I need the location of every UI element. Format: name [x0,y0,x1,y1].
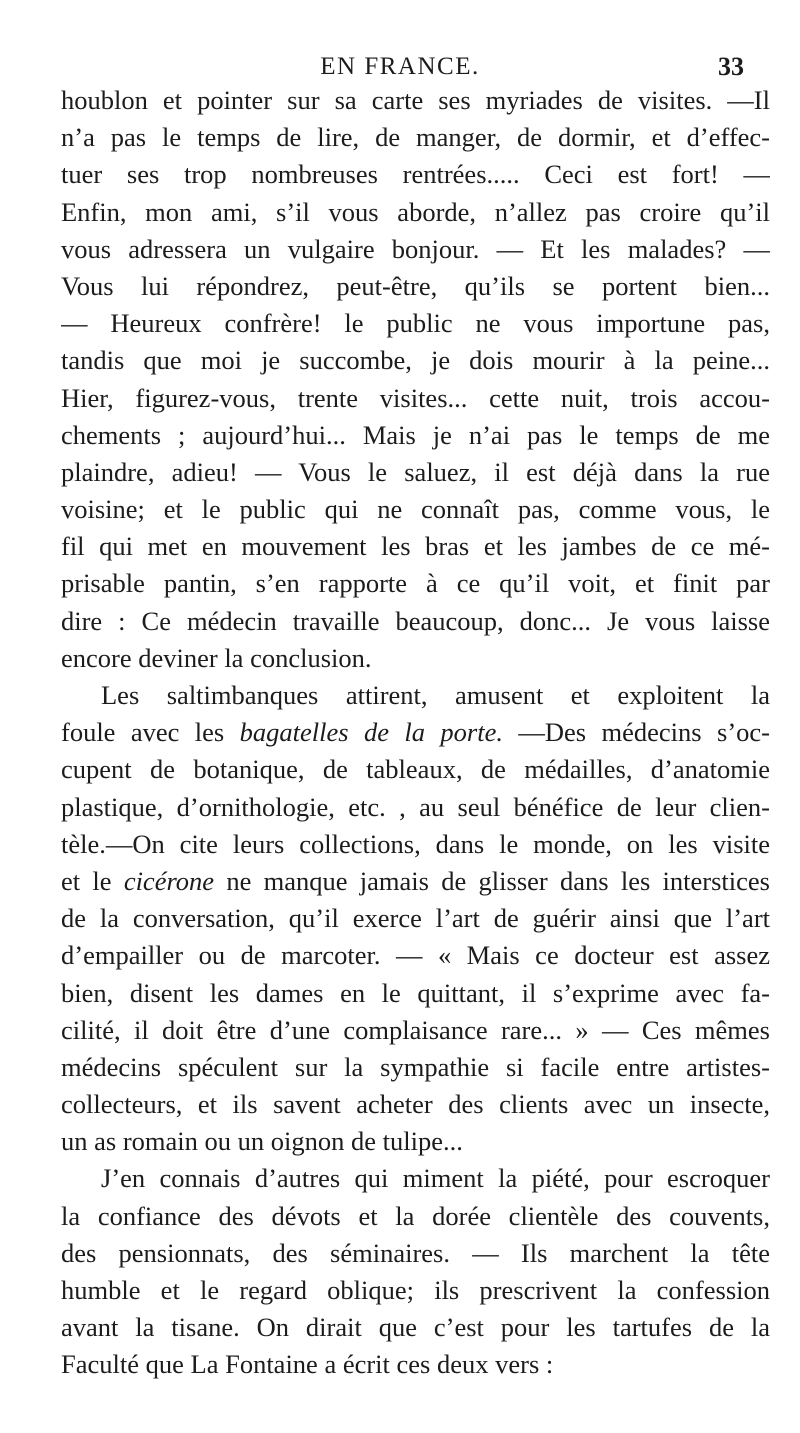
text-line: médecins spéculent sur la sympathie si facile entre artistes- [61,1051,770,1082]
text-line: humble et le regard oblique; ils prescrivent la confession [61,1275,770,1305]
text-segment: foule avec les [61,717,240,748]
text-line: fil qui met en mouvement les bras et les jambes de ce mé- [61,531,770,562]
text-line: tuer ses trop nombreuses rentrées..... Ceci est fort! — [61,159,770,190]
text-segment: ne manque jamais de glisser dans les interstices [214,865,770,896]
text-line [61,863,770,900]
text-line: Enfin, mon ami, s’il vous aborde, n’allez pas croire qu’il [61,196,770,227]
text-line: bien, disent les dames en le quittant, il s’exprime avec fa- [61,977,770,1008]
text-line: plastique, d’ornithologie, etc. , au seul bénéfice de leur clien- [61,791,770,822]
text-line: tandis que moi je succombe, je dois mourir à la peine... [61,345,770,376]
text-line: d’empailler ou de marcoter. — « Mais ce docteur est assez [61,940,770,971]
italic-phrase: cicérone [123,865,215,896]
text-line: n’a pas le temps de lire, de manger, de dormir, et d’effec- [61,122,770,153]
text-line: collecteurs, et ils savent acheter des clients avec un insecte, [61,1089,770,1120]
italic-phrase: bagatelles de la porte. [239,717,503,748]
text-line: tèle.—On cite leurs collections, dans le monde, on les visite [61,828,770,859]
text-line: voisine; et le public qui ne connaît pas, comme vous, le [61,494,770,525]
text-segment: et le [61,865,124,896]
page-header [0,50,800,84]
text-line: chements ; aujourd’hui... Mais je n’ai pas le temps de me [61,419,770,450]
text-line: cilité, il doit être d’une complaisance rare... » — Ces mêmes [61,1014,770,1045]
text-line: — Heureux confrère! le public ne vous importune pas, [61,308,770,339]
text-line: vous adressera un vulgaire bonjour. — Et les malades? — [61,233,770,264]
text-line: Faculté que La Fontaine a écrit ces deux vers : [61,1349,554,1380]
running-title: EN FRANCE. [320,53,480,80]
text-line: Les saltimbanques attirent, amusent et exploitent la [101,680,770,710]
text-line: de la conversation, qu’il exerce l’art de guérir ainsi que l’art [61,903,770,934]
text-line: un as romain ou un oignon de tulipe... [61,1126,463,1157]
text-line: Vous lui répondrez, peut-être, qu’ils se portent bien... [61,270,770,301]
text-line: la confiance des dévots et la dorée clientèle des couvents, [61,1200,770,1231]
text-line: plaindre, adieu! — Vous le saluez, il est déjà dans la rue [61,456,770,487]
text-segment: —Des médecins s’oc- [503,717,770,748]
text-line: cupent de botanique, de tableaux, de médailles, d’anatomie [61,754,770,785]
text-line: encore deviner la conclusion. [61,642,372,673]
text-line: des pensionnats, des séminaires. — Ils marchent la tête [61,1237,770,1268]
page-number: 33 [718,52,744,81]
text-line: J’en connais d’autres qui miment la piété, pour escroquer [101,1163,770,1194]
text-line: houblon et pointer sur sa carte ses myriades de visites. —Il [61,85,770,115]
text-line: Hier, figurez-vous, trente visites... cette nuit, trois accou- [61,382,770,413]
text-line [61,714,770,751]
text-line: avant la tisane. On dirait que c’est pour les tartufes de la [61,1312,770,1343]
text-line: dire : Ce médecin travaille beaucoup, donc... Je vous laisse [61,605,770,636]
body-text [61,82,770,1384]
text-line: prisable pantin, s’en rapporte à ce qu’il voit, et finit par [61,568,770,599]
